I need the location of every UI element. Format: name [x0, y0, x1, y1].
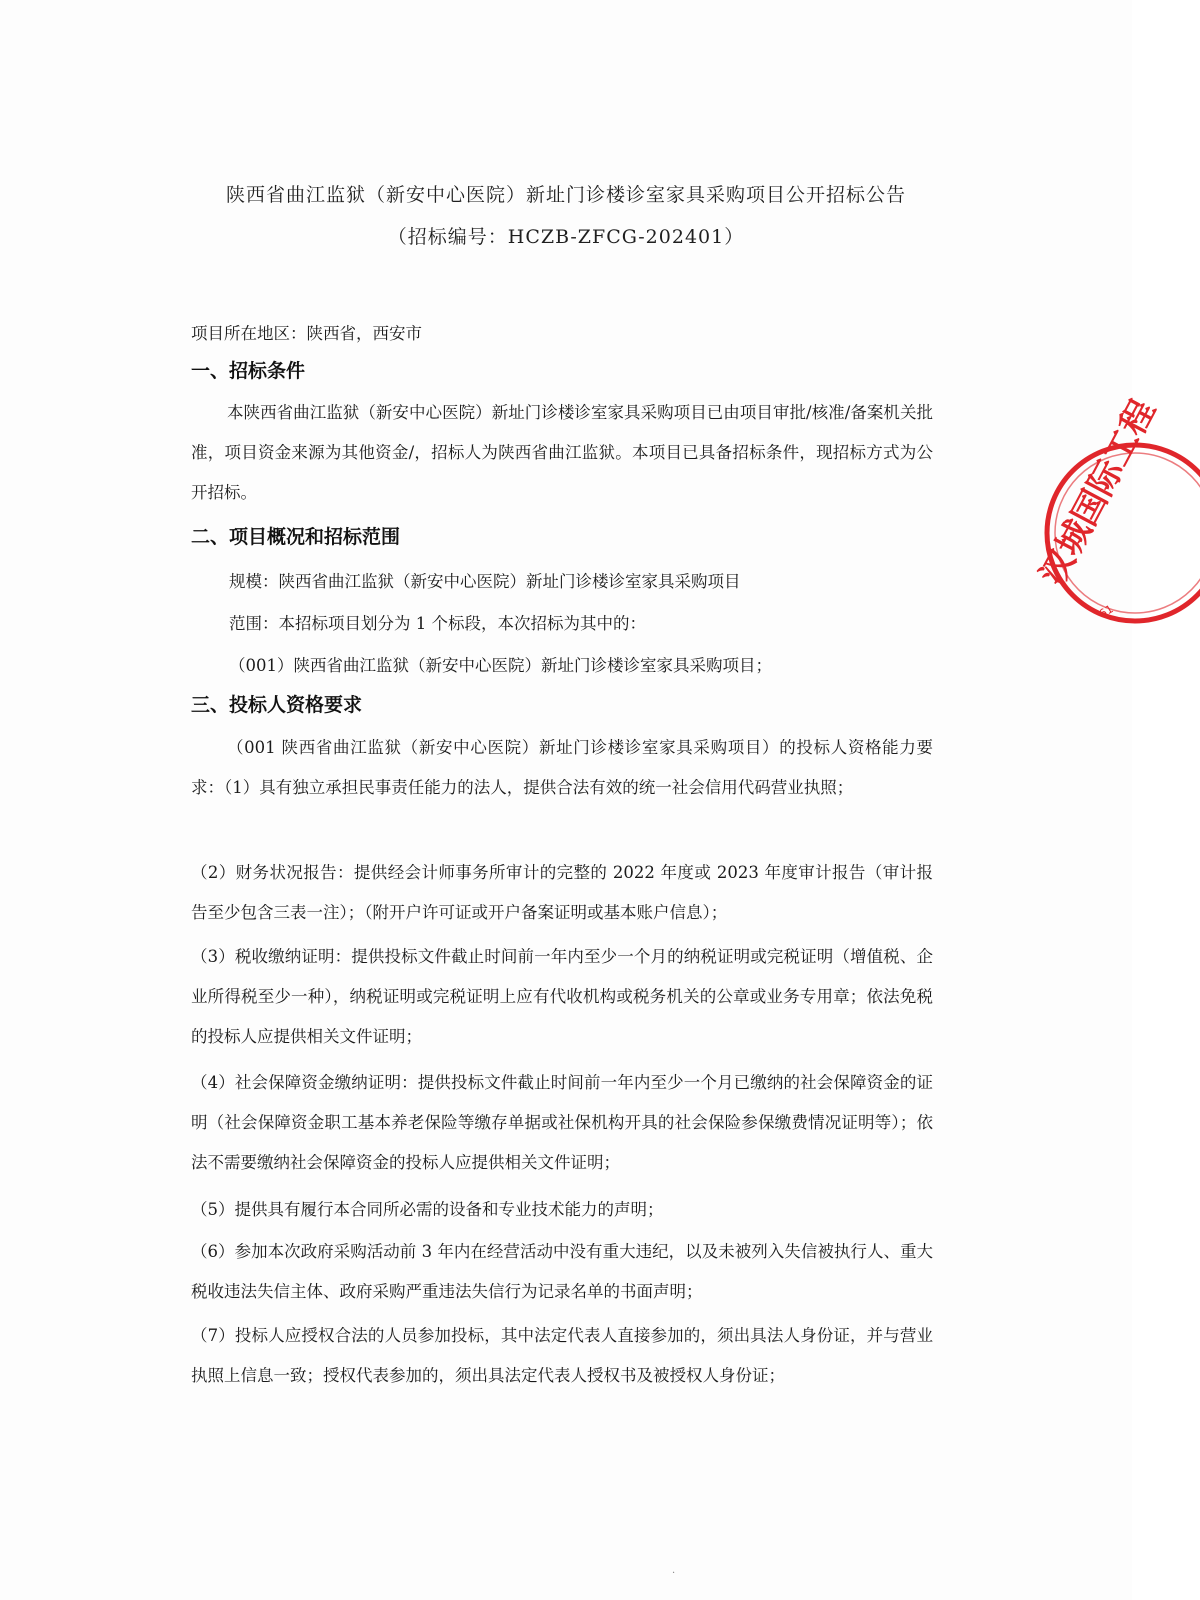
requirement-item-7: （7）投标人应授权合法的人员参加投标，其中法定代表人直接参加的，须出具法人身份证，并与营业执照上信息一致；授权代表参加的，须出具法定代表人授权书及被授权人身份证；	[191, 1326, 933, 1385]
requirement-item-5: （5）提供具有履行本合同所必需的设备和专业技术能力的声明；	[191, 1200, 664, 1219]
project-region: 项目所在地区：陕西省，西安市	[191, 324, 422, 343]
document-title: 陕西省曲江监狱（新安中心医院）新址门诊楼诊室家具采购项目公开招标公告	[225, 184, 906, 206]
section-1-body: 本陕西省曲江监狱（新安中心医院）新址门诊楼诊室家具采购项目已由项目审批/核准/备案机关批准，项目资金来源为其他资金/，招标人为陕西省曲江监狱。本项目已具备招标条件，现招标方式为公开招标。	[191, 403, 933, 502]
project-scale: 规模：陕西省曲江监狱（新安中心医院）新址门诊楼诊室家具采购项目	[229, 572, 741, 591]
svg-text:汉城国际工程: 汉城国际工程	[1032, 393, 1164, 593]
project-scope: 范围：本招标项目划分为 1 个标段，本次招标为其中的：	[229, 614, 646, 633]
requirement-intro: （001 陕西省曲江监狱（新安中心医院）新址门诊楼诊室家具采购项目）的投标人资格能力要求：（1）具有独立承担民事责任能力的法人，提供合法有效的统一社会信用代码营业执照；	[191, 738, 933, 797]
section-3-heading: 三、投标人资格要求	[191, 694, 363, 716]
section-2-heading: 二、项目概况和招标范围	[191, 526, 401, 548]
company-seal	[1032, 393, 1180, 628]
project-lot: （001）陕西省曲江监狱（新安中心医院）新址门诊楼诊室家具采购项目；	[229, 656, 772, 675]
svg-text:61: 61	[1097, 602, 1116, 621]
requirement-item-4: （4）社会保障资金缴纳证明：提供投标文件截止时间前一年内至少一个月已缴纳的社会保障资金的证明（社会保障资金职工基本养老保险等缴存单据或社保机构开具的社会保险参保缴费情况证明等）；依法不需要缴纳社会保障资金的投标人应提供相关文件证明；	[191, 1073, 933, 1172]
requirement-item-2: （2）财务状况报告：提供经会计师事务所审计的完整的 2022 年度或 2023 年度审计报告（审计报告至少包含三表一注）；（附开户许可证或开户备案证明或基本账户信息）；	[191, 863, 933, 922]
requirement-item-6: （6）参加本次政府采购活动前 3 年内在经营活动中没有重大违纪，以及未被列入失信被执行人、重大税收违法失信主体、政府采购严重违法失信行为记录名单的书面声明；	[191, 1242, 933, 1301]
section-1-heading: 一、招标条件	[191, 360, 306, 382]
requirement-item-3: （3）税收缴纳证明：提供投标文件截止时间前一年内至少一个月的纳税证明或完税证明（增值税、企业所得税至少一种），纳税证明或完税证明上应有代收机构或税务机关的公章或业务专用章；依法免税的投标人应提供相关文件证明；	[191, 947, 933, 1046]
tender-number: （招标编号：HCZB-ZFCG-202401）	[387, 226, 745, 248]
page-mark: ·	[672, 1568, 676, 1579]
